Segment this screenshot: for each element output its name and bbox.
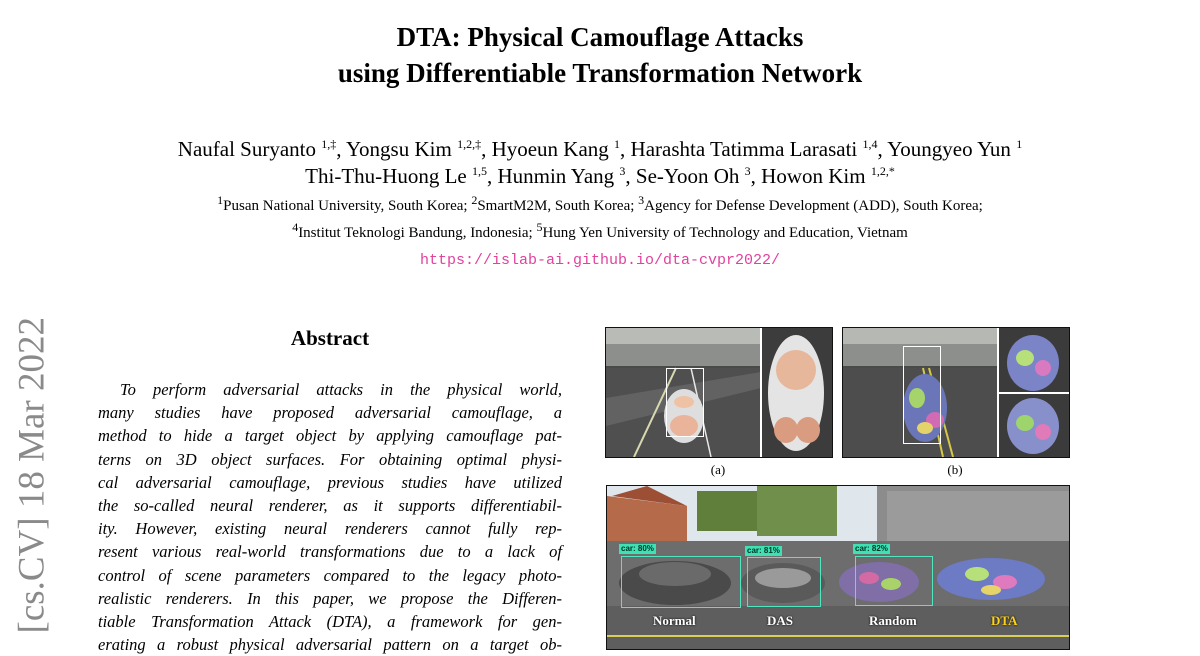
author-name: , Harashta Tatimma Larasati [620, 137, 863, 161]
figure-panel-a [605, 327, 833, 458]
author-name: , Hunmin Yang [486, 164, 620, 188]
affiliation-marker: 1,5 [471, 164, 487, 178]
figure-caption-b: (b) [947, 462, 963, 477]
author-line-2 [0, 163, 1200, 190]
arxiv-stamp: [cs.CV] 18 Mar 2022 [11, 316, 53, 634]
paper-title-line1: DTA: Physical Camouflage Attacks [396, 22, 804, 52]
abstract-line: the so-called neural renderer, as it supports differentiabil- [98, 496, 562, 516]
affiliation-text: Hung Yen University of Technology and Education, Vietnam [542, 225, 908, 241]
affiliation-marker: 1,2,‡ [457, 137, 482, 151]
affiliation-marker: 1,2,* [870, 164, 895, 178]
affiliation-marker: 3 [638, 193, 645, 207]
author-name: , Yongsu Kim [336, 137, 458, 161]
detection-box [666, 368, 704, 437]
author-name: Thi-Thu-Huong Le [305, 164, 472, 188]
scene-label-das: DAS [767, 613, 794, 628]
figure-panel-comparison [606, 485, 1070, 650]
abstract-line: ity. However, existing neural renderers cannot fully rep- [98, 519, 562, 539]
author-name: , Youngyeo Yun [877, 137, 1017, 161]
confidence-label-random: car: 82% [855, 544, 888, 553]
affiliation-line-1 [0, 193, 1200, 216]
detection-box-random [855, 556, 933, 606]
author-name: Naufal Suryanto [177, 137, 322, 161]
abstract-line: cal adversarial camouflage, previous studies have utilized [98, 472, 562, 492]
scene-label-dta: DTA [991, 613, 1018, 628]
abstract-line: many studies have proposed adversarial camouflage, a [98, 403, 562, 423]
figure-a-image [606, 328, 832, 457]
detection-box-das [747, 557, 821, 607]
affiliation-marker: 2 [471, 193, 478, 207]
author-name: , Se-Yoon Oh [625, 164, 745, 188]
confidence-label-normal: car: 80% [621, 544, 654, 553]
abstract-line: terns on 3D object surfaces. For obtaining optimal physi- [98, 449, 562, 469]
detection-box [903, 346, 941, 444]
affiliation-text: Agency for Defense Development (ADD), South Korea; [644, 198, 983, 214]
affiliation-marker: 3 [744, 164, 751, 178]
paper-title-line2: using Differentiable Transformation Network [337, 58, 863, 88]
project-url[interactable]: https://islab-ai.github.io/dta-cvpr2022/ [419, 252, 781, 269]
scene-label-random: Random [869, 613, 917, 628]
affiliation-marker: 1 [1016, 137, 1023, 151]
author-line-1 [0, 136, 1200, 163]
affiliation-text: Pusan National University, South Korea; [223, 198, 472, 214]
author-name: , Hyoeun Kang [481, 137, 615, 161]
affiliation-marker: 5 [536, 220, 543, 234]
figure-b-image [843, 328, 1069, 457]
affiliation-marker: 1,‡ [321, 137, 337, 151]
figure-panel-b [842, 327, 1070, 458]
abstract-line: erating a robust physical adversarial pattern on a target ob- [98, 635, 562, 655]
affiliation-marker: 3 [619, 164, 626, 178]
abstract-line: method to hide a target object by applying camouflage pat- [98, 426, 562, 446]
affiliation-marker: 1,4 [862, 137, 878, 151]
affiliation-text: SmartM2M, South Korea; [477, 198, 639, 214]
affiliation-text: Institut Teknologi Bandung, Indonesia; [298, 225, 537, 241]
abstract-line: control of scene parameters compared to the legacy photo- [98, 565, 562, 585]
abstract-body [98, 378, 562, 656]
abstract-line: tiable Transformation Attack (DTA), a framework for gen- [98, 612, 562, 632]
confidence-label-das: car: 81% [747, 546, 780, 555]
abstract-line: resent various real-world transformations due to a lack of [98, 542, 562, 562]
abstract-line: realistic renderers. In this paper, we propose the Differen- [98, 588, 562, 608]
affiliation-marker: 4 [292, 220, 299, 234]
abstract-heading: Abstract [290, 326, 370, 350]
affiliation-marker: 1 [614, 137, 621, 151]
figure-caption-a: (a) [710, 462, 726, 477]
detection-box-normal [621, 556, 741, 608]
affiliation-line-2 [0, 220, 1200, 243]
scene-label-normal: Normal [653, 613, 696, 628]
abstract-line: To perform adversarial attacks in the physical world, [120, 380, 562, 399]
affiliation-marker: 1 [217, 193, 224, 207]
author-name: , Howon Kim [750, 164, 871, 188]
